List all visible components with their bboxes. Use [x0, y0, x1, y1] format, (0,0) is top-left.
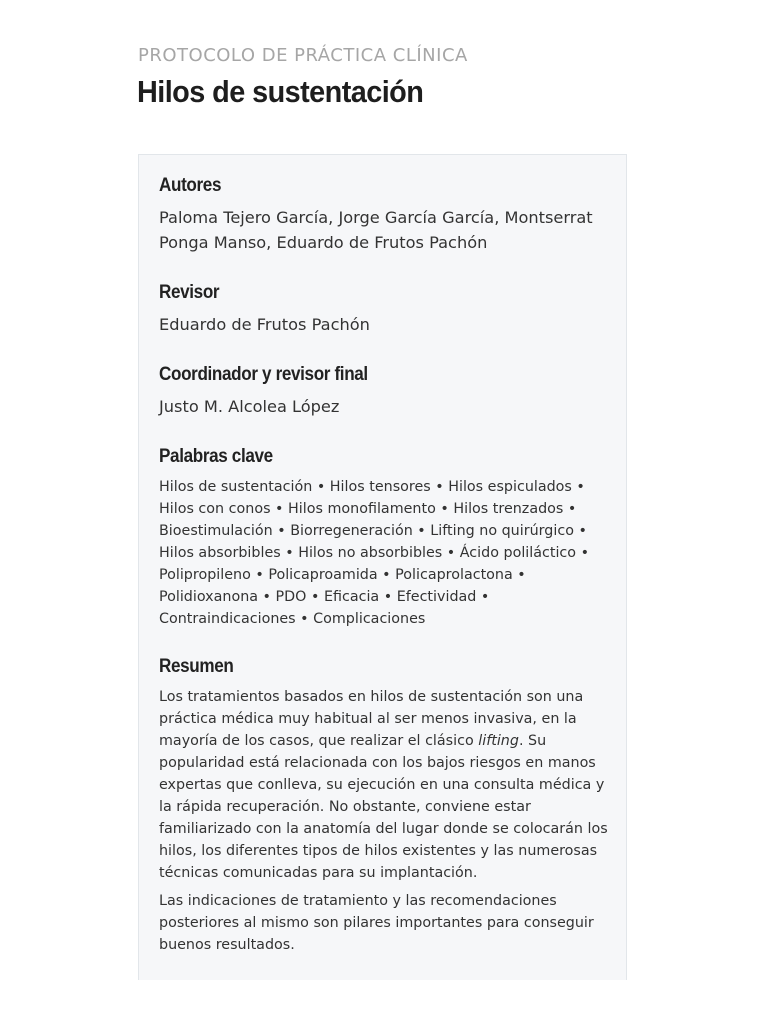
- keywords-text: Hilos de sustentación • Hilos tensores • Hilos espiculados • Hilos con conos • Hilos monofilamento • Hilos trenzados • Bioestimulación • Biorregeneración • Lifting no quirúrgico • Hilos absorbibles • Hilos no absorbibles • Ácido poliláctico • Polipropileno • Policaproamida • Policaprolactona • Polidioxanona • PDO • Eficacia • Efectividad • Contraindicaciones • Complicaciones: [159, 479, 590, 627]
- coordinator-text: Justo M. Alcolea López: [159, 397, 340, 416]
- summary-p1-italic: lifting: [478, 733, 519, 749]
- metadata-card: [138, 154, 627, 980]
- keywords-heading: Palabras clave: [159, 446, 273, 467]
- summary-paragraph-1: [159, 686, 611, 884]
- page-title: Hilos de sustentación: [137, 74, 424, 109]
- authors-text: Paloma Tejero García, Jorge García García, Montserrat Ponga Manso, Eduardo de Frutos Pachón: [159, 208, 593, 252]
- summary-p1-start: Los tratamientos basados en hilos de sustentación son una práctica médica muy habitual al ser menos invasiva, en la mayoría de los casos, que realizar el clásico: [159, 689, 584, 749]
- coordinator-section: [159, 364, 611, 419]
- reviewer-text: Eduardo de Frutos Pachón: [159, 315, 370, 334]
- reviewer-section: [159, 282, 611, 337]
- reviewer-heading: Revisor: [159, 282, 220, 303]
- keywords-section: [159, 446, 611, 630]
- summary-paragraph-2: Las indicaciones de tratamiento y las recomendaciones posteriores al mismo son pilares importantes para conseguir buenos resultados.: [159, 893, 594, 953]
- authors-heading: Autores: [159, 175, 222, 196]
- coordinator-heading: Coordinador y revisor final: [159, 364, 368, 385]
- summary-p1-end: . Su popularidad está relacionada con los bajos riesgos en manos expertas que conlleva, su ejecución en una consulta médica y la rápida recuperación. No obstante, conviene estar familiarizado con la anatomía del lugar donde se colocarán los hilos, los diferentes tipos de hilos existentes y las numerosas técnicas comunicadas para su implantación.: [159, 733, 608, 881]
- summary-heading: Resumen: [159, 656, 234, 677]
- authors-section: [159, 175, 611, 255]
- document-kicker: PROTOCOLO DE PRÁCTICA CLÍNICA: [138, 45, 468, 66]
- summary-section: [159, 656, 611, 956]
